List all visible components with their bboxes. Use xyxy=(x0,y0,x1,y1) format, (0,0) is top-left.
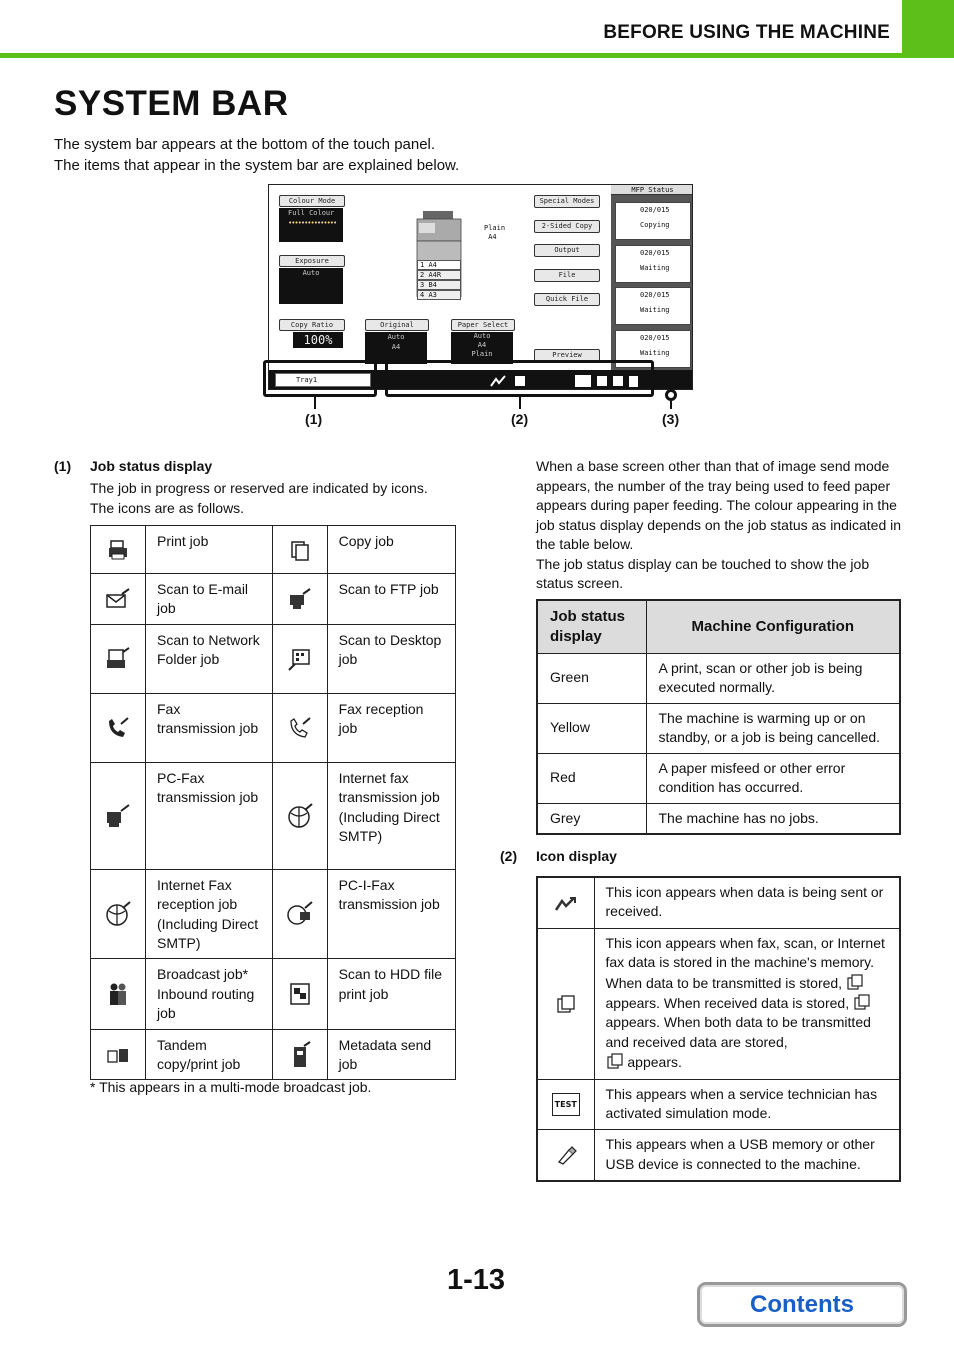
table-row xyxy=(91,762,456,869)
section-1-heading: Job status display xyxy=(90,458,213,474)
table-cell: Scan to E-mail job xyxy=(146,574,273,625)
section-1-line-2: The icons are as follows. xyxy=(90,499,245,516)
table-cell: Tandem copy/print job xyxy=(146,1029,273,1080)
table-cell: A print, scan or other job is being executed normally. xyxy=(646,653,900,703)
page-title: SYSTEM BAR xyxy=(54,84,289,123)
table-row xyxy=(91,1029,456,1080)
section-2-number: (2) xyxy=(500,848,518,864)
scan-to-ftp-icon xyxy=(272,574,327,625)
icon-display-table xyxy=(536,876,901,1182)
original-button[interactable]: Original xyxy=(365,319,429,331)
header-bar xyxy=(0,0,954,60)
callout-label-2: (2) xyxy=(511,411,529,427)
copy-ratio-button[interactable]: Copy Ratio xyxy=(279,319,345,331)
callout-box-2 xyxy=(385,360,654,397)
broadcast-job-icon xyxy=(91,959,146,1029)
header-rule xyxy=(0,53,954,58)
preview-button[interactable]: Preview xyxy=(534,349,600,362)
table-cell: Metadata send job xyxy=(327,1029,455,1080)
job-status-icons-table xyxy=(90,525,456,1080)
paper-select-button[interactable]: Paper Select xyxy=(451,319,515,331)
pc-fax-transmission-icon xyxy=(91,762,146,869)
table-cell: Copy job xyxy=(327,526,455,574)
tray-list xyxy=(417,260,461,300)
test-mode-icon xyxy=(537,1079,594,1130)
tray-row: 2 A4R xyxy=(417,270,461,280)
tray-row: 1 A4 xyxy=(417,260,461,270)
copy-job-icon xyxy=(272,526,327,574)
table-cell: The machine is warming up or on standby, or a job is being cancelled. xyxy=(646,703,900,753)
table-cell xyxy=(594,928,900,1079)
table-cell: Red xyxy=(537,753,646,803)
full-colour-text: Full Colour xyxy=(288,209,335,217)
table-cell: Print job xyxy=(146,526,273,574)
quick-file-button[interactable]: Quick File xyxy=(534,293,600,306)
scan-to-desktop-icon xyxy=(272,624,327,693)
table-header: Job status display xyxy=(537,600,646,653)
table-header-row xyxy=(537,600,900,653)
table-cell: PC-Fax transmission job xyxy=(146,762,273,869)
copy-ratio-value: 100% xyxy=(293,332,343,348)
colour-mode-display xyxy=(279,208,343,242)
table-cell: A paper misfeed or other error condition has occurred. xyxy=(646,753,900,803)
text: This icon appears when fax, scan, or Internet fax data is stored in the machine's memory. When data to be transmitted is stored, xyxy=(605,934,885,991)
table-cell: PC-I-Fax transmission job xyxy=(327,869,455,959)
table-cell: Broadcast job* Inbound routing job xyxy=(146,959,273,1029)
paper-size: A4 xyxy=(477,341,487,349)
table-row xyxy=(537,653,900,703)
table-row xyxy=(537,1079,900,1130)
tray-row: 3 B4 xyxy=(417,280,461,290)
table-row xyxy=(91,526,456,574)
table-row xyxy=(537,877,900,928)
print-job-icon xyxy=(91,526,146,574)
internet-fax-reception-icon xyxy=(91,869,146,959)
table-cell: Scan to Desktop job xyxy=(327,624,455,693)
table-cell: This appears when a USB memory or other USB device is connected to the machine. xyxy=(594,1130,900,1181)
text: appears. xyxy=(627,1054,682,1071)
mfp-job[interactable]: 020/015 Waiting xyxy=(615,287,691,325)
section-1-text xyxy=(90,479,428,518)
memory-stored-icon xyxy=(537,928,594,1079)
table-cell: Yellow xyxy=(537,703,646,753)
tandem-copy-print-icon xyxy=(91,1029,146,1080)
paragraph: When a base screen other than that of image send mode appears, the number of the tray being used to feed paper appears during paper feeding. The colour appearing in the job status display depends on the job status as indicated in the table below. xyxy=(536,458,902,552)
table-header: Machine Configuration xyxy=(646,600,900,653)
paper-value: Auto xyxy=(473,332,491,340)
scan-to-hdd-icon xyxy=(272,959,327,1029)
mfp-job[interactable]: 020/015 Copying xyxy=(615,202,691,240)
intro-line-2: The items that appear in the system bar are explained below. xyxy=(54,157,460,174)
table-row xyxy=(537,703,900,753)
table-cell: Scan to Network Folder job xyxy=(146,624,273,693)
page-number: 1-13 xyxy=(447,1264,506,1296)
test-label: TEST xyxy=(552,1093,580,1116)
table-cell: Scan to FTP job xyxy=(327,574,455,625)
output-tray-label: Plain A4 xyxy=(484,224,506,241)
two-sided-copy-button[interactable]: 2-Sided Copy xyxy=(534,220,600,233)
metadata-send-icon xyxy=(272,1029,327,1080)
colour-mode-button[interactable]: Colour Mode xyxy=(279,195,345,207)
table-row xyxy=(537,1130,900,1181)
callout-line-1 xyxy=(314,397,316,409)
tray-row: 4 A3 xyxy=(417,290,461,300)
footnote: * This appears in a multi-mode broadcast job. xyxy=(90,1079,372,1095)
table-row xyxy=(91,959,456,1029)
data-transfer-icon xyxy=(537,877,594,928)
table-cell: The machine has no jobs. xyxy=(646,803,900,834)
table-row xyxy=(91,693,456,762)
callout-line-2 xyxy=(519,397,521,409)
exposure-button[interactable]: Exposure xyxy=(279,255,345,267)
scan-to-network-folder-icon xyxy=(91,624,146,693)
mfp-job[interactable]: 020/015 Waiting xyxy=(615,330,691,368)
table-row xyxy=(91,574,456,625)
status-colour-table xyxy=(536,599,901,835)
special-modes-button[interactable]: Special Modes xyxy=(534,195,600,208)
callout-label-1: (1) xyxy=(305,411,323,427)
table-cell: Green xyxy=(537,653,646,703)
table-row xyxy=(537,753,900,803)
table-row xyxy=(537,803,900,834)
both-stored-icon xyxy=(606,1052,624,1070)
job-status-description xyxy=(536,457,902,594)
received-stored-icon xyxy=(853,993,871,1011)
contents-button[interactable]: Contents xyxy=(697,1282,907,1327)
paragraph: The job status display can be touched to show the job status screen. xyxy=(536,555,870,591)
callout-label-3: (3) xyxy=(662,411,680,427)
text: appears. When received data is stored, xyxy=(605,995,850,1012)
colour-dots: ••••••••••••••• xyxy=(288,219,337,227)
table-cell: Internet fax transmission job (Including Direct SMTP) xyxy=(327,762,455,869)
table-cell: This appears when a service technician has activated simulation mode. xyxy=(594,1079,900,1130)
fax-reception-icon xyxy=(272,693,327,762)
exposure-display: Auto xyxy=(279,268,343,304)
intro-line-1: The system bar appears at the bottom of the touch panel. xyxy=(54,136,436,153)
file-button[interactable]: File xyxy=(534,269,600,282)
intro-text xyxy=(54,134,459,176)
callout-box-1 xyxy=(263,360,377,397)
section-1-line-1: The job in progress or reserved are indicated by icons. xyxy=(90,480,428,496)
output-button[interactable]: Output xyxy=(534,244,600,257)
table-cell: Fax transmission job xyxy=(146,693,273,762)
original-value: Auto xyxy=(387,333,405,341)
mfp-status-header: MFP Status xyxy=(611,185,693,195)
table-row xyxy=(91,624,456,693)
table-cell: Fax reception job xyxy=(327,693,455,762)
table-cell: Scan to HDD file print job xyxy=(327,959,455,1029)
section-2-heading: Icon display xyxy=(536,848,617,864)
section-1-number: (1) xyxy=(54,458,72,474)
scan-to-email-icon xyxy=(91,574,146,625)
callout-circle-3 xyxy=(665,389,677,401)
table-row xyxy=(537,928,900,1079)
fax-transmission-icon xyxy=(91,693,146,762)
header-tab xyxy=(902,0,954,58)
pc-i-fax-transmission-icon xyxy=(272,869,327,959)
text: appears. When both data to be transmitted and received data are stored, xyxy=(605,1014,871,1050)
mfp-job[interactable]: 020/015 Waiting xyxy=(615,245,691,283)
table-row xyxy=(91,869,456,959)
table-cell: This icon appears when data is being sent or received. xyxy=(594,877,900,928)
table-cell: Grey xyxy=(537,803,646,834)
original-size: A4 xyxy=(391,343,401,351)
paper-type: Plain xyxy=(471,350,493,358)
table-cell: Internet Fax reception job (Including Direct SMTP) xyxy=(146,869,273,959)
transmit-stored-icon xyxy=(846,973,864,991)
section-title: BEFORE USING THE MACHINE xyxy=(603,22,890,43)
tray-indicator: Tray1 xyxy=(296,376,318,384)
internet-fax-transmission-icon xyxy=(272,762,327,869)
usb-device-icon xyxy=(537,1130,594,1181)
callout-line-3 xyxy=(670,401,672,409)
mfp-status-panel xyxy=(611,185,693,370)
